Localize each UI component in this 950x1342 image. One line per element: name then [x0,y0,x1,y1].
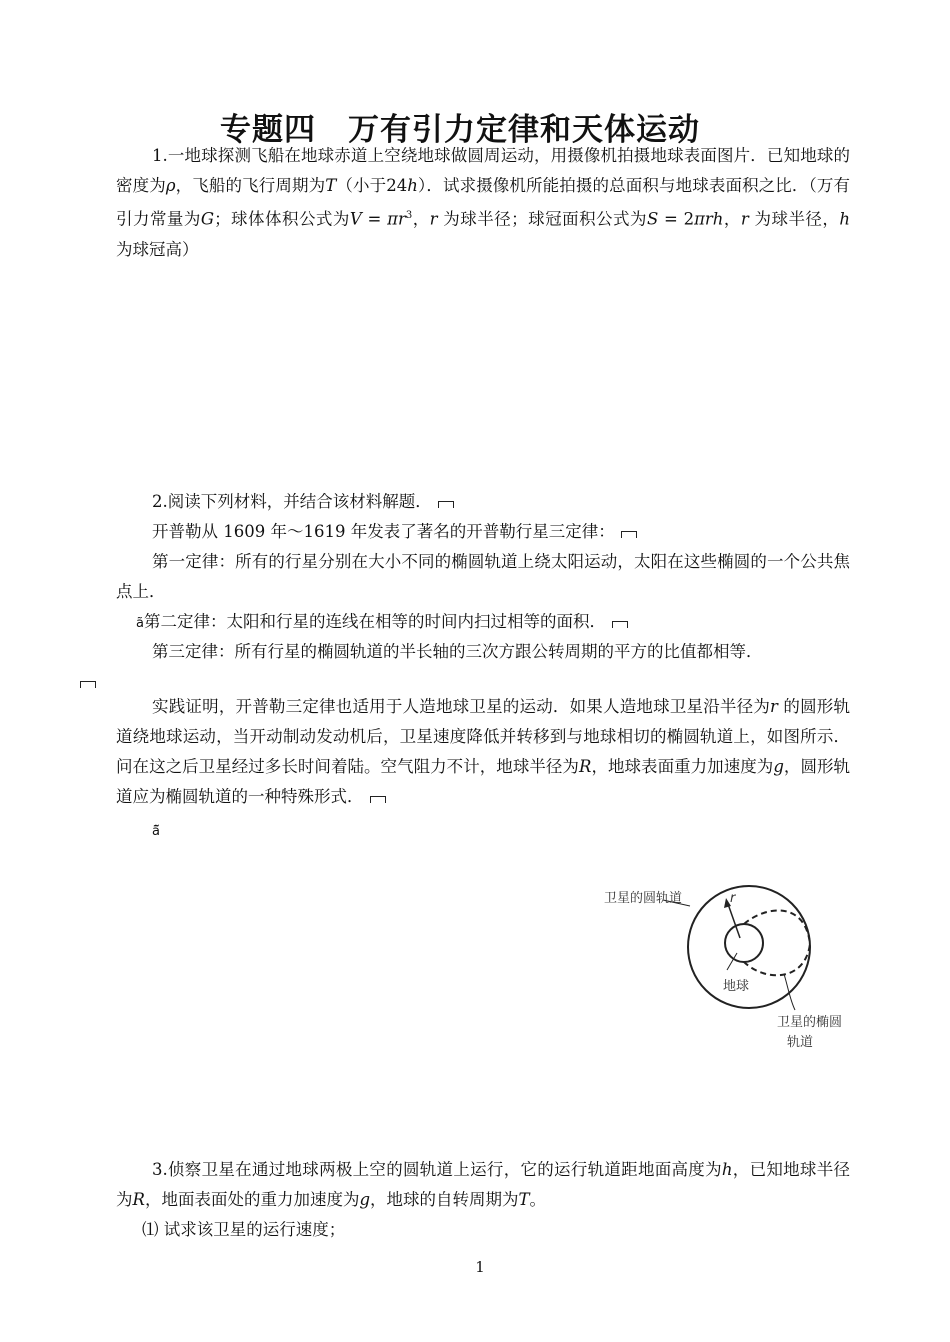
paragraph-mark-icon [370,796,386,803]
page-title: 专题四 万有引力定律和天体运动 [220,112,700,148]
question-1: 1.一地球探测飞船在地球赤道上空绕地球做圆周运动，用摄像机拍摄地球表面图片．已知地球的密度为ρ，飞船的飞行周期为T（小于24h）．试求摄像机所能拍摄的总面积与地球表面积之比．（万有引力常量为G；球体体积公式为$V = \pi r^3$，r 为球半径；球冠面积公式为S = 2πrh，r 为球半径，h 为球冠高） [116,146,851,259]
question-2-body: 实践证明，开普勒三定律也适用于人造地球卫星的运动．如果人造地球卫星沿半径为r 的圆形轨道绕地球运动，当开动制动发动机后，卫星速度降低并转移到与地球相切的椭圆轨道上，如图所示．问在这之后卫星经过多长时间着陆。空气阻力不计，地球半径为R，地球表面重力加速度为g，圆形轨道应为椭圆轨道的一种特殊形式． [116,697,851,806]
elliptical-orbit-label-2: 轨道 [787,1035,814,1050]
kepler-law-3: 第三定律：所有行星的椭圆轨道的半长轴的三次方跟公转周期的平方的比值都相等． [116,637,850,697]
stray-glyph: ã̃ [152,824,160,839]
orbit-diagram [590,872,870,1062]
question-3: 3.侦察卫星在通过地球两极上空的圆轨道上运行，它的运行轨道距地面高度为h，已知地球半径为R，地面表面处的重力加速度为g，地球的自转周期为T。 [116,1160,850,1209]
elliptical-orbit-label-1: 卫星的椭圆 [777,1015,843,1030]
question-3-part-1: ⑴ 试求该卫星的运行速度； [142,1220,346,1239]
earth-label: 地球 [723,979,750,994]
paragraph-mark-icon [621,531,637,538]
circular-orbit-label: 卫星的圆轨道 [604,891,683,906]
paragraph-mark-icon [612,621,628,628]
radius-line [728,904,740,938]
kepler-law-2: ã第二定律：太阳和行星的连线在相等的时间内扫过相等的面积． [116,607,850,639]
paragraph-mark-icon [438,501,454,508]
svg-text:r: r [730,891,736,906]
earth-circle [725,924,763,962]
question-2-intro: 2.阅读下列材料，并结合该材料解题． [116,487,850,517]
page-number: 1 [475,1258,485,1276]
paragraph-mark-icon [80,681,96,688]
elliptical-orbit [744,910,810,975]
kepler-intro: 开普勒从 1609 年～1619 年发表了著名的开普勒行星三定律： [116,517,850,547]
kepler-law-1: 第一定律：所有的行星分别在大小不同的椭圆轨道上绕太阳运动，太阳在这些椭圆的一个公共焦点上． [116,552,850,601]
